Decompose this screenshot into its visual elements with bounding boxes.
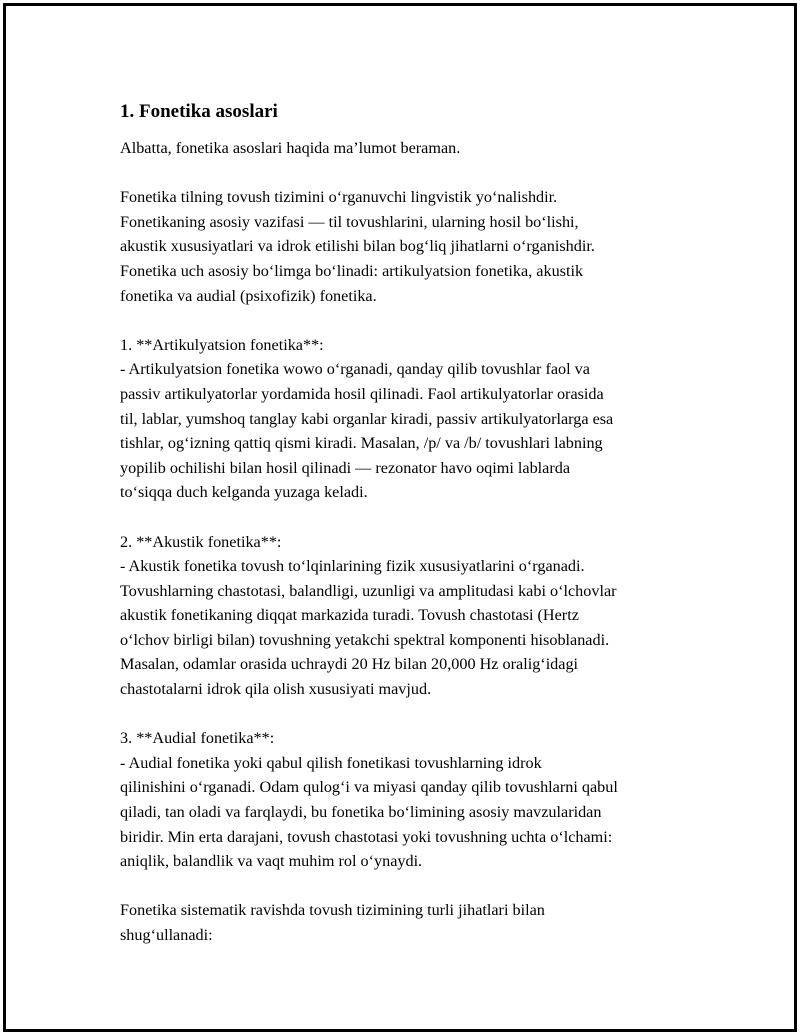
section-auditory [120, 726, 680, 874]
section-heading: 3. **Audial fonetika**: [120, 729, 275, 748]
overview-paragraph: Fonetika tilning tovush tizimini o‘rganuvchi lingvistik yo‘nalishdir. Fonetikaning asosiy vazifasi — til tovushlarini, ularning hosil bo‘lishi, akustik xususiyatlari va idrok etilishi bilan bog‘liq jihatlarni o‘rganishdir. Fonetika uch asosiy bo‘limga bo‘linadi: artikulyatsion fonetika, akustik fonetika va audial (psixofizik) fonetika. [120, 188, 595, 305]
closing-paragraph: Fonetika sistematik ravishda tovush tizimining turli jihatlari bilan shug‘ullanadi: [120, 901, 545, 944]
section-body: - Akustik fonetika tovush to‘lqinlarining fizik xususiyatlarini o‘rganadi. Tovushlarning chastotasi, balandligi, uzunligi va amplitudasi kabi o‘lchovlar akustik fonetikaning diqqat markazida turadi. Tovush chastotasi (Hertz o‘lchov birligi bilan) tovushning yetakchi spektral komponenti hisoblanadi. Masalan, odamlar orasida uchraydi 20 Hz bilan 20,000 Hz oralig‘idagi chastotalarni idrok qila olish xususiyati mavjud. [120, 557, 617, 699]
section-heading: 1. **Artikulyatsion fonetika**: [120, 335, 324, 354]
section-body: - Artikulyatsion fonetika wowo o‘rganadi, qanday qilib tovushlar faol va passiv artikulyatorlar yordamida hosil qilinadi. Faol artikulyatorlar orasida til, lablar, yumshoq tanglay kabi organlar kiradi, passiv artikulyatorlarga esa tishlar, og‘izning qattiq qismi kiradi. Masalan, /p/ va /b/ tovushlari labning yopilib ochilishi bilan hosil qilinadi — rezonator havo oqimi lablarda to‘siqqa duch kelganda yuzaga keladi. [120, 360, 614, 502]
section-articulatory [120, 333, 680, 505]
section-body: - Audial fonetika yoki qabul qilish fonetikasi tovushlarning idrok qilinishini o‘rganadi. Odam qulog‘i va miyasi qanday qilib tovushlarni qabul qiladi, tan oladi va farqlaydi, bu fonetika bo‘limining asosiy mavzularidan biridir. Min erta darajani, tovush chastotasi yoki tovushning uchta o‘lchami: aniqlik, balandlik va vaqt muhim rol o‘ynaydi. [120, 753, 618, 871]
document-title: 1. Fonetika asoslari [120, 101, 278, 122]
intro-paragraph: Albatta, fonetika asoslari haqida ma’lumot beraman. [120, 139, 461, 157]
document-content [120, 98, 680, 948]
document-page [3, 3, 797, 1032]
section-acoustic [120, 530, 680, 702]
section-heading: 2. **Akustik fonetika**: [120, 532, 282, 551]
